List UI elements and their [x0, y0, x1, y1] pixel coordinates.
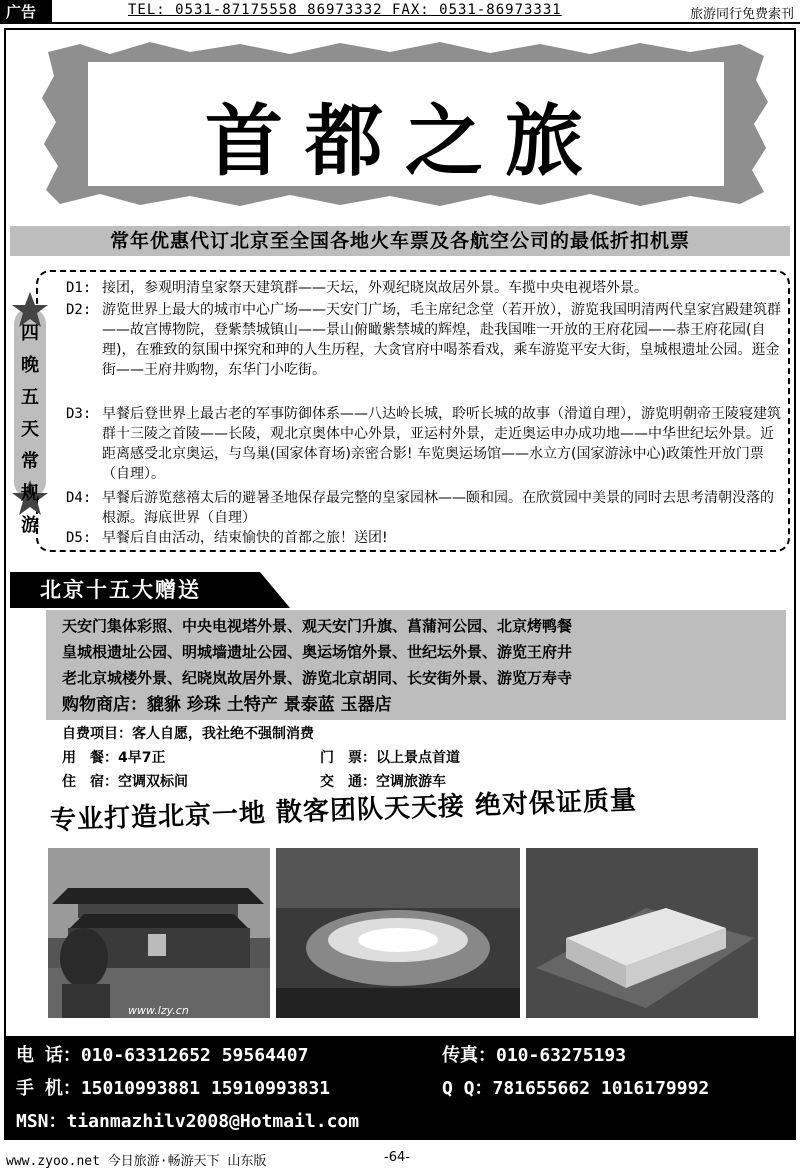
transport-info: 交 通：空调旅游车: [320, 774, 446, 790]
slogan: 专业打造北京一地 散客团队天天接 绝对保证质量: [49, 785, 638, 836]
footer: [0, 1144, 800, 1172]
day-label: D4:: [66, 490, 92, 506]
meals-info: 用 餐：4早7正: [62, 750, 166, 766]
itinerary-day-1: [66, 278, 784, 298]
banner-title: 首都之旅: [204, 97, 605, 187]
gift-header-title: 北京十五大赠送: [40, 578, 201, 602]
subtitle-bar: 常年优惠代订北京至全国各地火车票及各航空公司的最低折扣机票: [10, 226, 790, 256]
photo-watermark: www.lzy.cn: [128, 1004, 189, 1017]
day-text: 早餐后登世界上最古老的军事防御体系——八达岭长城，聆听长城的故事（滑道自理），游览明朝帝王陵寝建筑群十三陵之首陵——长陵，观北京奥体中心外景，亚运村外景，走近奥运申办成功地——中华世纪坛外景。近距离感受北京奥运，与鸟巢(国家体育场)亲密合影! 车览奥运场馆——水立方(国家游泳中心)政策性开放门票（自理）。: [102, 406, 781, 482]
lodging-info: 住 宿：空调双标间: [62, 774, 188, 790]
qq: Q Q：781655662 1016179992: [442, 1078, 710, 1099]
gift-line: 老北京城楼外景、纪晓岚故居外景、游览北京胡同、长安街外景、游览万寿寺: [62, 669, 573, 687]
day-label: D3:: [66, 406, 92, 422]
page-number: -64-: [384, 1150, 410, 1165]
gift-line: 皇城根遗址公园、明城墙遗址公园、奥运场馆外景、世纪坛外景、游览王府井: [62, 643, 573, 661]
side-tab: [10, 290, 50, 536]
itinerary-day-2: [66, 300, 784, 380]
tickets-info: 门 票：以上景点首道: [320, 750, 460, 766]
header-right-text: 旅游同行免费索刊: [689, 7, 794, 22]
gift-header: [10, 572, 290, 608]
phone: 电 话：010-63312652 59564407: [16, 1045, 309, 1066]
gift-line: 天安门集体彩照、中央电视塔外景、观天安门升旗、菖蒲河公园、北京烤鸭餐: [62, 617, 573, 635]
side-tab-label: 四晚五天常规游: [21, 323, 39, 536]
day-text: 游览世界上最大的城市中心广场——天安门广场，毛主席纪念堂（若开放），游览我国明清两代皇家宫殿建筑群——故宫博物院，登紫禁城镇山——景山俯瞰紫禁城的辉煌，赴我国唯一开放的王府花园——恭王府花园(自理)，在雅致的氛围中探究和珅的人生历程，大贪官府中喝茶看戏，乘车游览平安大街，皇城根遗址公园。逛金街——王府井购物，东华门小吃街。: [102, 302, 781, 378]
day-label: D2:: [66, 302, 92, 318]
contact-panel: [6, 1036, 794, 1140]
day-text: 接团，参观明清皇家祭天建筑群——天坛，外观纪晓岚故居外景。车揽中央电视塔外景。: [102, 280, 648, 296]
msn: MSN：tianmazhilv2008@Hotmail.com: [16, 1111, 360, 1132]
photo-water-cube: [526, 848, 758, 1018]
top-bar: [0, 0, 800, 24]
ad-tag: 广告: [0, 0, 52, 24]
day-text: 早餐后游览慈禧太后的避暑圣地保存最完整的皇家园林——颐和园。在欣赏园中美景的同时去思考清朝没落的根源。海底世界（自理）: [102, 490, 774, 526]
day-text: 早餐后自由活动，结束愉快的首都之旅！送团!: [102, 530, 388, 546]
self-pay-info: 自费项目：客人自愿，我社绝不强制消费: [62, 726, 314, 742]
shopping-line: 购物商店：貔貅 珍珠 土特产 景泰蓝 玉器店: [62, 695, 392, 715]
day-label: D5:: [66, 530, 92, 546]
day-label: D1:: [66, 280, 92, 296]
title-banner: [40, 40, 770, 208]
mobile: 手 机：15010993881 15910993831: [16, 1078, 331, 1099]
fax: 传真：010-63275193: [442, 1045, 627, 1066]
footer-source: www.zyoo.net 今日旅游·畅游天下 山东版: [6, 1154, 267, 1169]
photo-tiananmen: [48, 848, 270, 1018]
itinerary-day-5: [66, 528, 784, 548]
itinerary-day-3: [66, 404, 784, 484]
header-contact-line: TEL: 0531-87175558 86973332 FAX: 0531-86973331: [128, 2, 562, 18]
photo-birds-nest: [276, 848, 520, 1018]
itinerary-day-4: [66, 488, 784, 528]
